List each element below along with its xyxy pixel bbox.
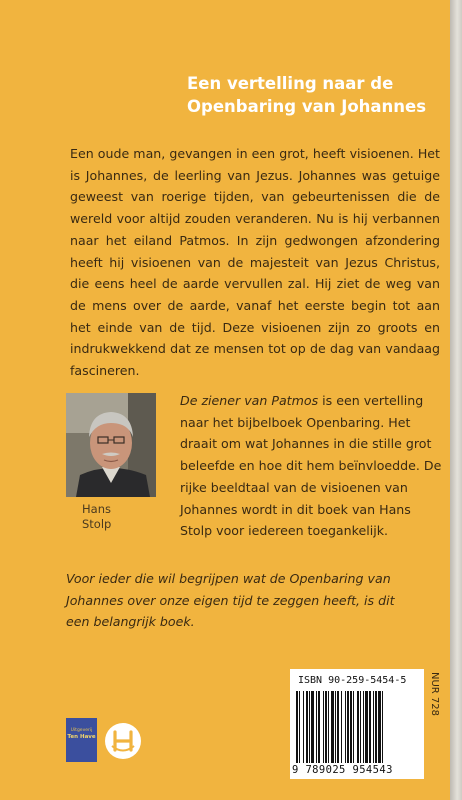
closing-paragraph	[66, 568, 446, 633]
title-line-1: Een vertelling naar de	[187, 74, 394, 93]
isbn-text: ISBN 90-259-5454-5	[298, 675, 407, 686]
barcode-label	[290, 669, 424, 779]
barcode-digits: 9 789025 954543	[292, 764, 393, 776]
barcode-icon	[296, 691, 418, 763]
intro-paragraph: Een oude man, gevangen in een grot, heeft visioenen. Het is Johannes, de leerling van Jezus. Johannes was getuige geweest van roerige tijden, van gebeurtenissen die de wereld voor altijd zouden veranderen. Nu is hij verbannen naar het eiland Patmos. In zijn gedwongen afzondering heeft hij visioenen van de majesteit van Jezus Christus, die eens heel de aarde vervullen zal. Hij ziet de weg van de mens over de aarde, vanaf het eerste begin tot aan het einde van de tijd. Deze visioenen zijn zo groots en indrukwekkend dat ze mensen tot op de dag van vandaag fascineren.	[70, 146, 440, 379]
author-portrait-image	[66, 393, 156, 497]
imprint-logo-icon	[104, 722, 142, 760]
publisher-name: Ten Have	[67, 734, 96, 740]
nur-code: NUR 728	[429, 672, 440, 717]
publisher-small-label: Uitgeverij	[70, 728, 93, 733]
about-line: beleefde en hoe dit hem beïnvloedde. De	[180, 458, 442, 474]
about-line: naar het bijbelboek Openbaring. Het	[180, 414, 411, 430]
author-photo	[66, 393, 156, 497]
title-line-2: Openbaring van Johannes	[187, 97, 427, 116]
closing-line: een belangrijk boek.	[66, 614, 195, 630]
closing-line: Johannes over onze eigen tijd te zeggen heeft, is dit	[66, 592, 395, 608]
closing-line: Voor ieder die wil begrijpen wat de Openbaring van	[66, 571, 391, 586]
about-line-1-rest: is een vertelling	[318, 393, 424, 408]
about-line: draait om wat Johannes in die stille grot	[180, 436, 432, 452]
blurb-title	[187, 72, 437, 118]
about-line: rijke beeldtaal van de visioenen van	[180, 479, 408, 495]
about-line: Johannes wordt in dit boek van Hans	[180, 501, 411, 517]
about-line-1	[180, 390, 424, 412]
page-edge	[450, 0, 462, 800]
about-line: Stolp voor iedereen toegankelijk.	[180, 523, 389, 539]
author-caption	[82, 502, 111, 532]
book-title: De ziener van Patmos	[180, 393, 319, 408]
author-first-name: Hans	[82, 502, 111, 516]
author-last-name: Stolp	[82, 517, 112, 531]
publisher-logo	[66, 718, 97, 762]
about-paragraph	[180, 390, 442, 542]
